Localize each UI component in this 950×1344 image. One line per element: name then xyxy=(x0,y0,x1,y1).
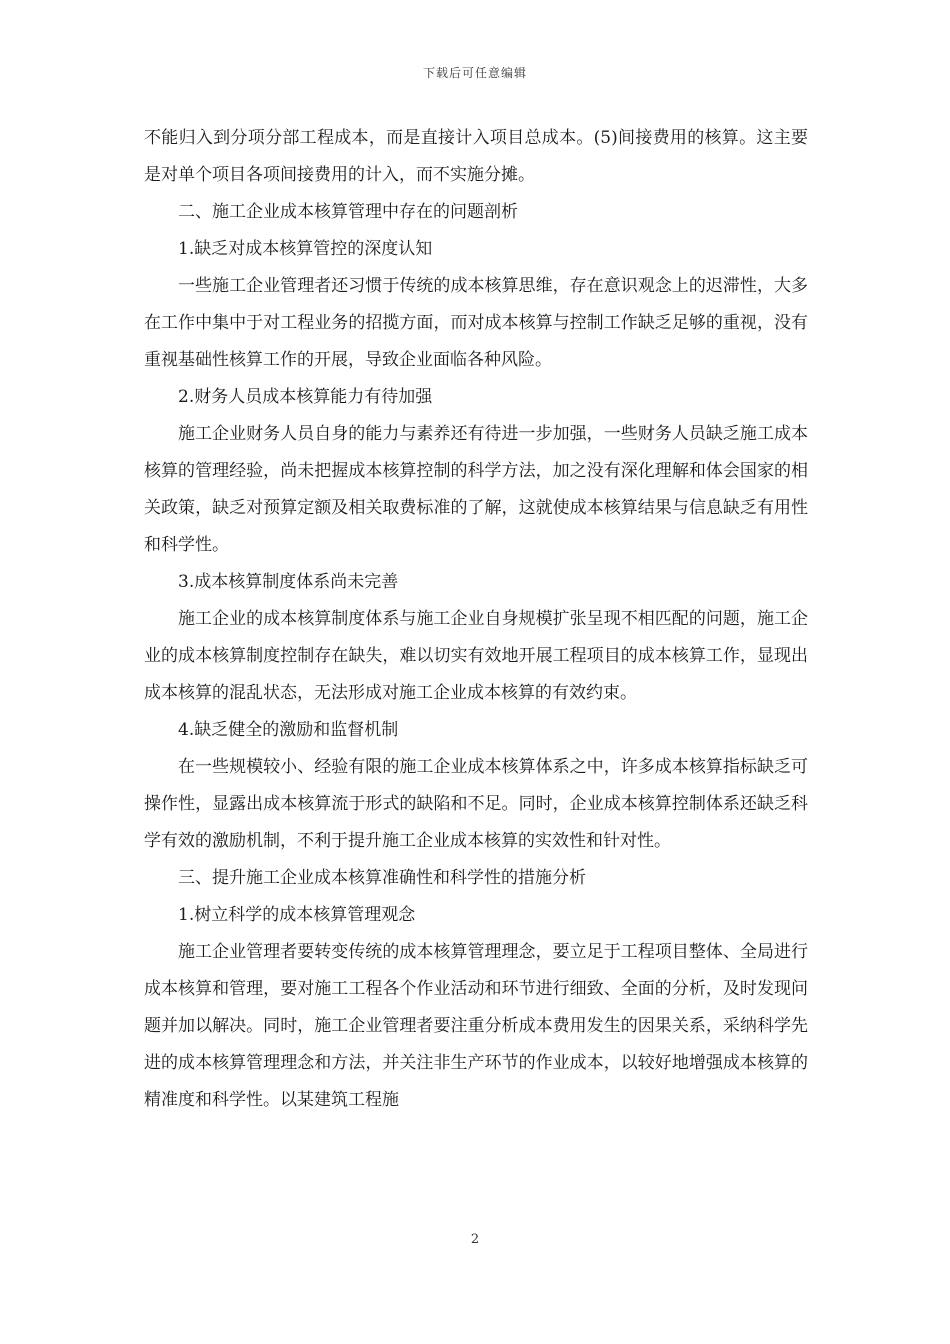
section-heading-2: 二、施工企业成本核算管理中存在的问题剖析 xyxy=(178,202,518,222)
paragraph: 一些施工企业管理者还习惯于传统的成本核算思维，存在意识观念上的迟滞性，大多在工作中集中于对工程业务的招揽方面，而对成本核算与控制工作缺乏足够的重视，没有重视基础性核算工作的开展，导致企业面临各种风险。 xyxy=(144,276,808,370)
document-body xyxy=(144,120,808,1119)
subheading-2-1: 1.缺乏对成本核算管控的深度认知 xyxy=(178,239,433,259)
paragraph-continued: 不能归入到分项分部工程成本，而是直接计入项目总成本。(5)间接费用的核算。这主要是对单个项目各项间接费用的计入，而不实施分摊。 xyxy=(144,128,808,185)
subheading-2-2: 2.财务人员成本核算能力有待加强 xyxy=(178,387,433,407)
subheading-2-4: 4.缺乏健全的激励和监督机制 xyxy=(178,720,399,740)
paragraph: 施工企业财务人员自身的能力与素养还有待进一步加强，一些财务人员缺乏施工成本核算的管理经验，尚未把握成本核算控制的科学方法，加之没有深化理解和体会国家的相关政策，缺乏对预算定额及相关取费标准的了解，这就使成本核算结果与信息缺乏有用性和科学性。 xyxy=(144,424,808,555)
paragraph: 施工企业管理者要转变传统的成本核算管理理念，要立足于工程项目整体、全局进行成本核算和管理，要对施工工程各个作业活动和环节进行细致、全面的分析，及时发现问题并加以解决。同时，施工企业管理者要注重分析成本费用发生的因果关系，采纳科学先进的成本核算管理理念和方法，并关注非生产环节的作业成本，以较好地增强成本核算的精准度和科学性。以某建筑工程施 xyxy=(144,942,808,1110)
paragraph: 在一些规模较小、经验有限的施工企业成本核算体系之中，许多成本核算指标缺乏可操作性，显露出成本核算流于形式的缺陷和不足。同时，企业成本核算控制体系还缺乏科学有效的激励机制，不利于提升施工企业成本核算的实效性和针对性。 xyxy=(144,757,808,851)
subheading-3-1: 1.树立科学的成本核算管理观念 xyxy=(178,905,416,925)
section-heading-3: 三、提升施工企业成本核算准确性和科学性的措施分析 xyxy=(178,868,586,888)
paragraph: 施工企业的成本核算制度体系与施工企业自身规模扩张呈现不相匹配的问题，施工企业的成本核算制度控制存在缺失，难以切实有效地开展工程项目的成本核算工作，显现出成本核算的混乱状态，无法形成对施工企业成本核算的有效约束。 xyxy=(144,609,808,703)
subheading-2-3: 3.成本核算制度体系尚未完善 xyxy=(178,572,399,592)
page-header: 下载后可任意编辑 xyxy=(422,66,527,80)
page-number: 2 xyxy=(470,1232,480,1247)
